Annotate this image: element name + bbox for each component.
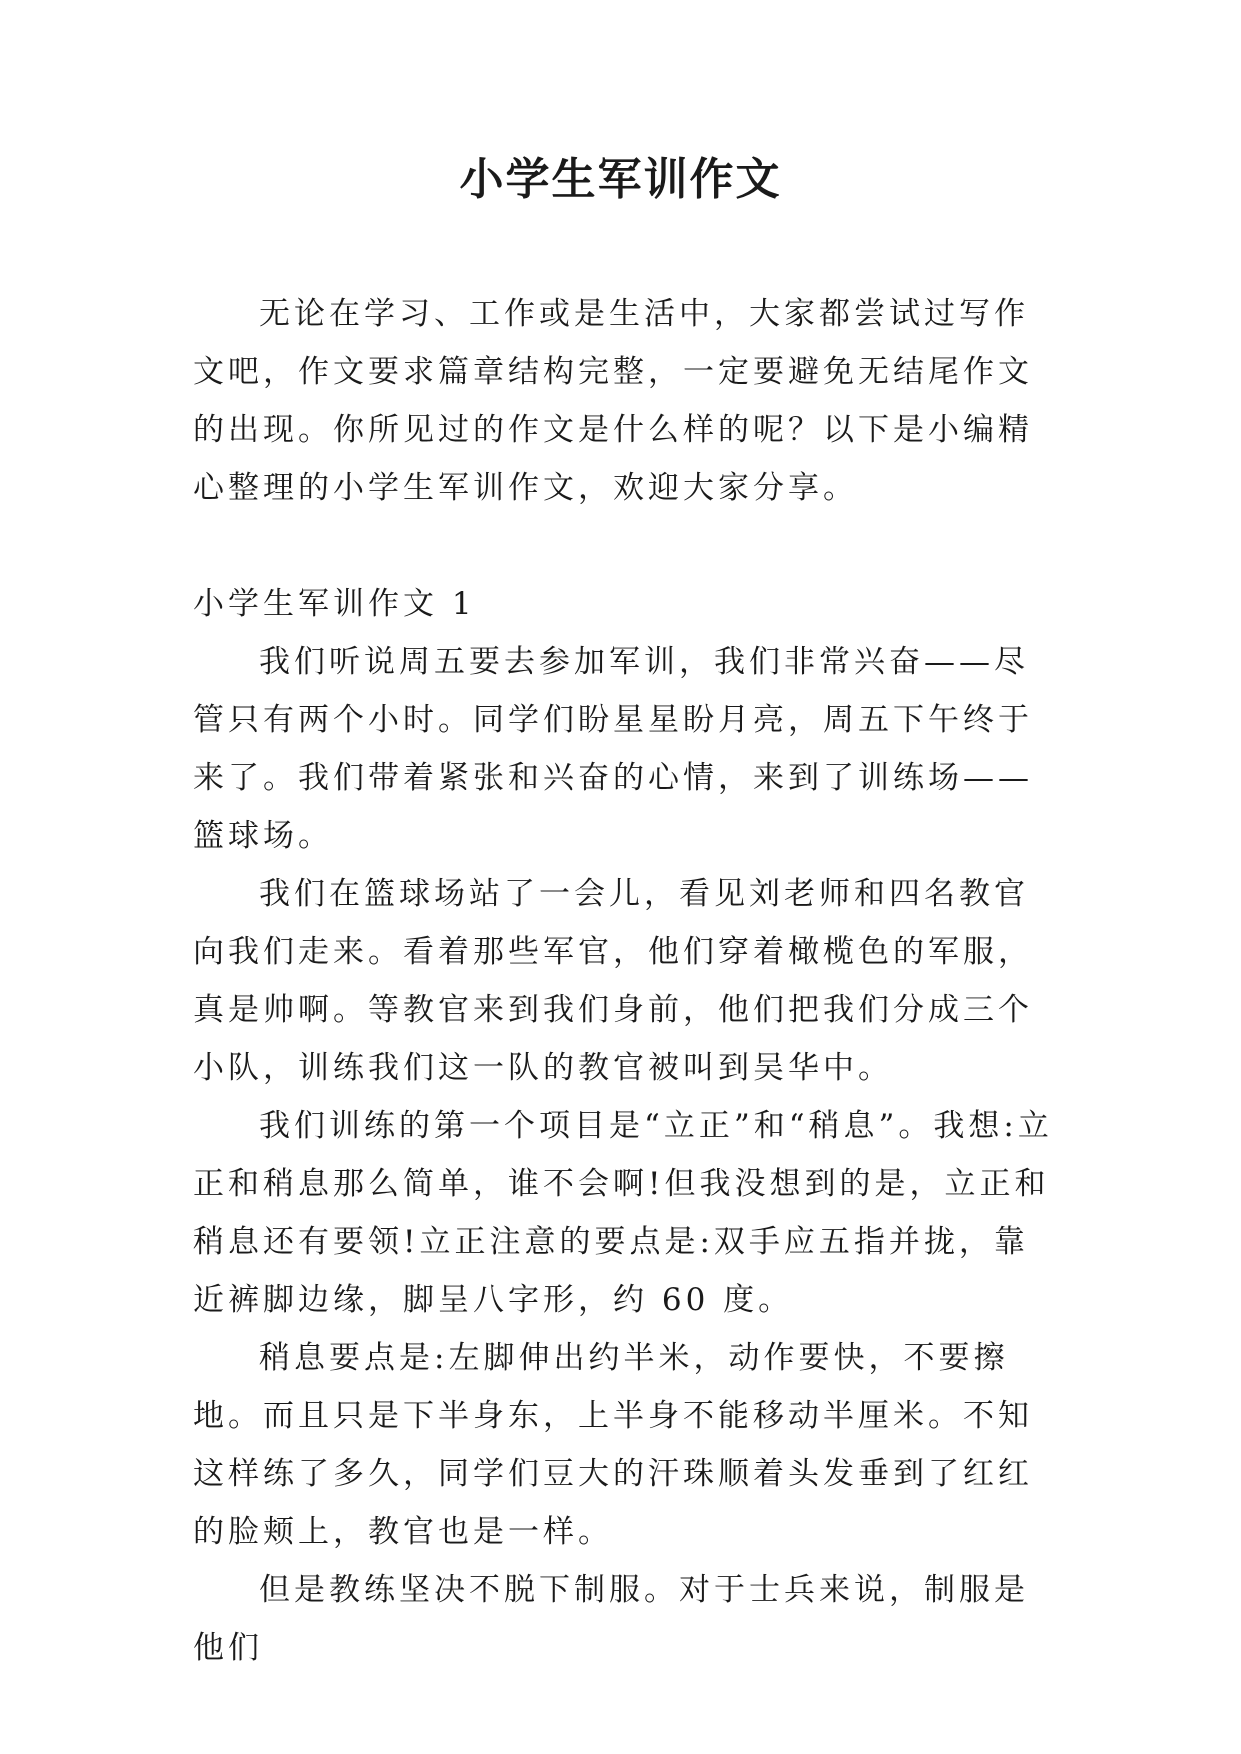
section-heading: 小学生军训作文 1 (193, 586, 476, 622)
body-paragraph-2: 我们在篮球场站了一会儿，看见刘老师和四名教官向我们走来。看着那些军官，他们穿着橄榄色的军服，真是帅啊。等教官来到我们身前，他们把我们分成三个小队，训练我们这一队的教官被叫到吴华中。 (193, 876, 1033, 1086)
body-paragraph-1: 我们听说周五要去参加军训，我们非常兴奋——尽管只有两个小时。同学们盼星星盼月亮，周五下午终于来了。我们带着紧张和兴奋的心情，来到了训练场——篮球场。 (193, 644, 1033, 854)
body-paragraph-5: 但是教练坚决不脱下制服。对于士兵来说，制服是他们 (193, 1572, 1029, 1666)
intro-paragraph: 无论在学习、工作或是生活中，大家都尝试过写作文吧，作文要求篇章结构完整，一定要避免无结尾作文的出现。你所见过的作文是什么样的呢？以下是小编精心整理的小学生军训作文，欢迎大家分享。 (193, 296, 1033, 506)
page-title: 小学生军训作文 (459, 154, 782, 205)
document-body (193, 285, 1053, 1677)
body-paragraph-3: 我们训练的第一个项目是“立正”和“稍息”。我想:立正和稍息那么简单，谁不会啊!但我没想到的是，立正和稍息还有要领!立正注意的要点是:双手应五指并拢，靠近裤脚边缘，脚呈八字形，约 60 度。 (193, 1108, 1053, 1318)
body-paragraph-4: 稍息要点是:左脚伸出约半米，动作要快，不要擦地。而且只是下半身东，上半身不能移动半厘米。不知这样练了多久，同学们豆大的汗珠顺着头发垂到了红红的脸颊上，教官也是一样。 (193, 1340, 1033, 1550)
